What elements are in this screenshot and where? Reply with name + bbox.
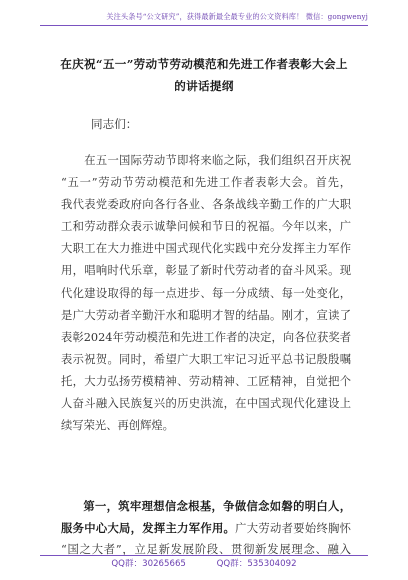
paragraph-line: 表彰2024年劳动模范和先进工作者的决定，向各位获奖者 xyxy=(61,330,351,344)
footer-qq-group-1: QQ群：30265665 xyxy=(111,559,186,569)
paragraph-line: 托，大力弘扬劳模精神、劳动精神、工匠精神，自觉把个 xyxy=(61,374,351,388)
paragraph-line: 我代表党委政府向各行各业、各条战线辛勤工作的广大职 xyxy=(61,198,351,212)
document-title-line-2: 的讲话提纲 xyxy=(174,79,234,93)
header-divider xyxy=(40,25,368,26)
paragraph-line: 是广大劳动者辛勤汗水和聪明才智的结晶。刚才，宣读了 xyxy=(61,308,351,322)
paragraph-line: 在五一国际劳动节即将来临之际，我们组织召开庆祝 xyxy=(61,154,351,167)
paragraph-line: 人奋斗融入民族复兴的历史洪流，在中国式现代化建设上 xyxy=(61,397,351,411)
section-heading-line-1 xyxy=(61,495,351,517)
section-heading-part-1: 第一，筑牢理想信念根基，争做信念如磐的明白人， xyxy=(83,499,351,513)
document-title-line-1: 在庆祝“五一”劳动节劳动模范和先进工作者表彰大会上 xyxy=(60,57,348,71)
section-heading-part-2: 服务中心大局，发挥主力军作用。 xyxy=(61,521,236,536)
paragraph-opening xyxy=(61,150,351,437)
section-body-line: “国之大者”，立足新发展阶段、贯彻新发展理念、融入 xyxy=(61,543,351,557)
footer xyxy=(0,557,408,569)
header-note: 关注头条号“公文研究”，获得最新最全最专业的公文资料库！ 微信：gongwenyj xyxy=(106,12,368,21)
paragraph-line: 代化建设取得的每一点进步、每一分成绩、每一处变化， xyxy=(61,286,351,300)
footer-qq-group-2: QQ群：535304092 xyxy=(216,559,297,569)
section-one xyxy=(61,495,351,561)
paragraph-line: “五一”劳动节劳动模范和先进工作者表彰大会。首先， xyxy=(61,176,351,190)
salutation: 同志们： xyxy=(91,117,138,131)
paragraph-line: 表示祝贺。同时，希望广大职工牢记习近平总书记殷殷嘱 xyxy=(61,352,351,366)
paragraph-line: 工和劳动群众表示诚挚问候和节日的祝福。今年以来，广 xyxy=(61,220,351,234)
paragraph-line: 续写荣光、再创辉煌。 xyxy=(61,419,174,433)
section-body-text: 广大劳动者要始终胸怀 xyxy=(235,522,351,536)
section-heading-line-2 xyxy=(61,517,351,539)
paragraph-line: 大职工在大力推进中国式现代化实践中充分发挥主力军作 xyxy=(61,242,351,256)
footer-divider xyxy=(40,555,368,556)
paragraph-line: 用，唱响时代乐章，彰显了新时代劳动者的奋斗风采。现 xyxy=(61,264,351,278)
